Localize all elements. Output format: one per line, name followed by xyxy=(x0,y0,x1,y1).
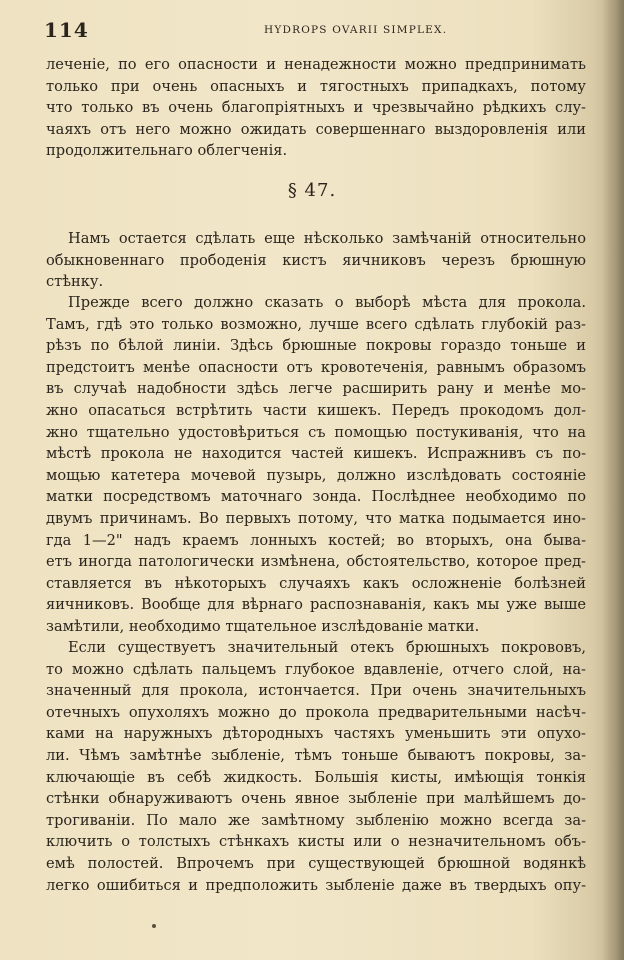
text-line: отечныхъ опухоляхъ можно до прокола предварительными насѣч- xyxy=(46,703,586,721)
page-header xyxy=(44,18,584,44)
text-line: етъ иногда патологически измѣнена, обстоятельство, которое пред- xyxy=(46,553,586,571)
text-line: яичниковъ. Вообще для вѣрнаго распознаванія, какъ мы уже выше xyxy=(46,596,586,614)
text-line: ками на наружныхъ дѣтородныхъ частяхъ уменьшить эти опухо- xyxy=(46,725,586,743)
text-line: мощью катетера мочевой пузырь, должно изслѣдовать состояніе xyxy=(46,466,586,484)
ink-speck xyxy=(152,924,156,928)
text-line: леченіе, по его опасности и ненадежности можно предпринимать xyxy=(46,56,586,73)
text-line: жно тщательно удостовѣриться съ помощью постукиванія, что на xyxy=(46,423,586,441)
text-line: Прежде всего должно сказать о выборѣ мѣста для прокола. xyxy=(68,294,586,311)
text-line: то можно сдѣлать пальцемъ глубокое вдавленіе, отчего слой, на- xyxy=(46,660,586,678)
text-line: ключить о толстыхъ стѣнкахъ кисты или о незначительномъ объ- xyxy=(46,833,586,851)
text-line: мѣстѣ прокола не находится частей кишекъ. Испражнивъ съ по- xyxy=(46,445,586,463)
text-line: только при очень опасныхъ и тягостныхъ припадкахъ, потому xyxy=(46,77,586,95)
text-line: жно опасаться встрѣтить части кишекъ. Передъ прокодомъ дол- xyxy=(46,401,586,419)
text-line: емѣ полостей. Впрочемъ при существующей брюшной водянкѣ xyxy=(46,854,586,872)
text-line: Намъ остается сдѣлать еще нѣсколько замѣчаній относительно xyxy=(68,230,586,247)
text-line: ставляется въ нѣкоторыхъ случаяхъ какъ осложненіе болѣзней xyxy=(46,574,586,592)
paragraph-continuation xyxy=(46,54,586,162)
paragraph-edema xyxy=(46,637,586,896)
running-title: HYDROPS OVARII SIMPLEX. xyxy=(264,24,448,36)
paragraph-puncture-site xyxy=(46,292,586,638)
text-line: трогиваніи. По мало же замѣтному зыбленію можно всегда за- xyxy=(46,811,586,829)
text-line: матки посредствомъ маточнаго зонда. Послѣднее необходимо по xyxy=(46,488,586,506)
text-line: ключающіе въ себѣ жидкость. Большія кисты, имѣющія тонкія xyxy=(46,768,586,786)
text-line: что только въ очень благопріятныхъ и чрезвычайно рѣдкихъ слу- xyxy=(46,99,586,117)
text-line: въ случаѣ надобности здѣсь легче расширить рану и менѣе мо- xyxy=(46,380,586,398)
text-line: обыкновеннаго прободенія кистъ яичниковъ черезъ брюшную xyxy=(46,251,586,269)
section-title: § 47. xyxy=(287,180,337,201)
text-line: стѣнки обнаруживаютъ очень явное зыбленіе при малѣйшемъ до- xyxy=(46,790,586,808)
text-line: ли. Чѣмъ замѣтнѣе зыбленіе, тѣмъ тоньше бываютъ покровы, за- xyxy=(46,746,586,764)
text-line: легко ошибиться и предположить зыбленіе даже въ твердыхъ опу- xyxy=(46,876,586,894)
text-line: Тамъ, гдѣ это только возможно, лучше всего сдѣлать глубокій раз- xyxy=(46,315,586,333)
text-line: Если существуетъ значительный отекъ брюшныхъ покрововъ, xyxy=(68,639,586,656)
text-line: рѣзъ по бѣлой линіи. Здѣсь брюшные покровы гораздо тоньше и xyxy=(46,337,586,355)
text-line: двумъ причинамъ. Во первыхъ потому, что матка подымается ино- xyxy=(46,509,586,527)
page-number: 114 xyxy=(44,18,89,42)
text-line: замѣтили, необходимо тщательное изслѣдованіе матки. xyxy=(46,617,480,635)
text-line: стѣнку. xyxy=(46,273,104,291)
text-line: гда 1—2" надъ краемъ лонныхъ костей; во вторыхъ, она быва- xyxy=(46,531,586,549)
binding-shadow xyxy=(602,0,624,960)
text-line: продолжительнаго облегченія. xyxy=(46,142,288,160)
text-line: чаяхъ отъ него можно ожидать совершеннаго выздоровленія или xyxy=(46,120,586,138)
paragraph-intro xyxy=(46,228,586,293)
text-line: предстоитъ менѣе опасности отъ кровотеченія, равнымъ образомъ xyxy=(46,358,586,376)
text-line: значенный для прокола, истончается. При очень значительныхъ xyxy=(46,682,586,700)
